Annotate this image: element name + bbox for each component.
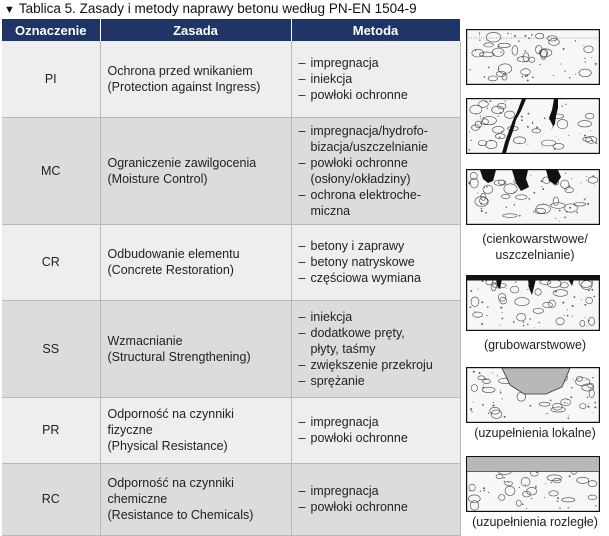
method-item: (osłony/okładziny) [310, 171, 411, 186]
principle-line: Ochrona przed wnikaniem [107, 63, 253, 78]
caption-thick: (grubowarstwowe) [483, 338, 587, 352]
principle-line: Odbudowanie elementu [107, 247, 240, 261]
method-item: płyty, taśmy [310, 341, 376, 356]
row-principle [100, 300, 291, 397]
method-item: – powłoki ochronne [299, 155, 456, 171]
principle-line: (Structural Strengthening) [107, 349, 251, 364]
method-item: – dodatkowe pręty, [299, 325, 456, 341]
row-code: PI [2, 41, 100, 117]
principle-line: fizyczne [107, 423, 153, 437]
row-principle [100, 117, 291, 224]
method-item: – powłoki ochronne [299, 499, 456, 515]
method-item: miczna [310, 203, 351, 218]
row-methods [291, 41, 460, 117]
method-item: – betony i zaprawy [299, 238, 456, 254]
principle-line: Odporność na czynniki [107, 476, 234, 490]
header-principle: Zasada [100, 19, 291, 41]
table-row [2, 224, 460, 300]
principle-line: Ograniczenie zawilgocenia [107, 155, 257, 170]
row-code: MC [2, 117, 100, 224]
triangle-icon: ▼ [4, 4, 15, 16]
principle-line: (Concrete Restoration) [107, 263, 234, 277]
illustrations-column [461, 19, 609, 536]
row-methods [291, 300, 460, 397]
concrete-wide-repair-figure [466, 456, 600, 512]
principle-line: Wzmacnianie [107, 333, 183, 348]
concrete-crack-injection-figure [466, 98, 600, 154]
concrete-coating-thick-figure [466, 275, 600, 331]
method-item: – impregnacja [299, 414, 456, 430]
method-item: – iniekcja [299, 309, 456, 325]
row-methods [291, 117, 460, 224]
header-code: Oznaczenie [2, 19, 100, 41]
method-item: – częściowa wymiana [299, 270, 456, 286]
row-principle [100, 41, 291, 117]
row-principle [100, 463, 291, 535]
principle-line: (Resistance to Chemicals) [107, 508, 254, 522]
table-row [2, 300, 460, 397]
concrete-impregnation-figure [466, 29, 600, 85]
row-principle [100, 397, 291, 463]
table-row [2, 397, 460, 463]
table-header-row [2, 19, 460, 41]
table-row [2, 41, 460, 117]
caption-thin-line-1: (cienkowarstwowe/ [482, 232, 588, 246]
row-code: CR [2, 224, 100, 300]
row-code: RC [2, 463, 100, 535]
repair-principles-table [2, 19, 461, 536]
method-item: – zwiększenie przekroju [299, 357, 456, 373]
method-item: bizacja/uszczelnianie [310, 139, 428, 154]
table-title [4, 0, 417, 18]
method-item: – impregnacja [299, 55, 456, 71]
caption-thin [461, 231, 609, 263]
concrete-coating-thin-figure [466, 169, 600, 225]
method-item: – ochrona elektroche- [299, 187, 456, 203]
principle-line: (Physical Resistance) [107, 439, 228, 453]
method-item: – powłoki ochronne [299, 430, 456, 446]
method-item: – betony natryskowe [299, 254, 456, 270]
method-item: – iniekcja [299, 71, 456, 87]
row-methods [291, 397, 460, 463]
principle-line: Odporność na czynniki [107, 407, 234, 421]
table-title-text: Tablica 5. Zasady i metody naprawy betonu według PN-EN 1504-9 [18, 1, 417, 16]
concrete-local-repair-figure [466, 367, 600, 423]
row-code: SS [2, 300, 100, 397]
method-item: – impregnacja/hydrofo- [299, 123, 456, 139]
row-methods [291, 224, 460, 300]
caption-wide: (uzupełnienia rozległe) [472, 515, 598, 529]
row-code: PR [2, 397, 100, 463]
caption-local: (uzupełnienia lokalne) [474, 426, 596, 440]
principle-line: (Moisture Control) [107, 171, 208, 186]
method-item: – powłoki ochronne [299, 87, 456, 103]
row-methods [291, 463, 460, 535]
header-method: Metoda [291, 19, 460, 41]
principle-line: chemiczne [107, 492, 168, 506]
table-row [2, 117, 460, 224]
table-row [2, 463, 460, 535]
method-item: – sprężanie [299, 373, 456, 389]
caption-thin-line-2: uszczelnianie) [495, 248, 575, 262]
row-principle [100, 224, 291, 300]
method-item: – impregnacja [299, 483, 456, 499]
principle-line: (Protection against Ingress) [107, 79, 261, 94]
